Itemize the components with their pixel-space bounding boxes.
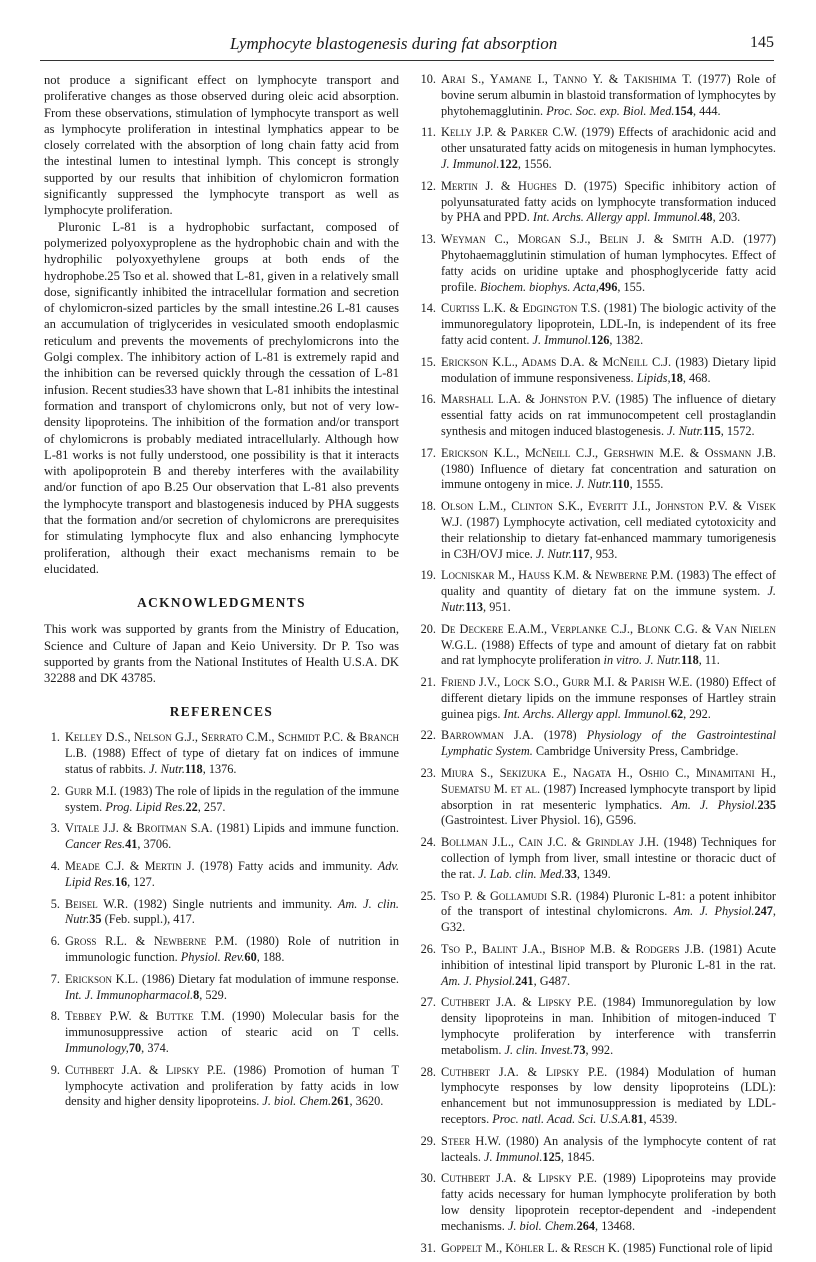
reference-item — [44, 934, 399, 966]
reference-volume: 70 — [128, 1040, 142, 1055]
reference-number: 10. — [420, 72, 436, 86]
reference-volume: 247 — [754, 904, 773, 919]
reference-volume: 261 — [331, 1094, 350, 1109]
reference-item — [44, 1063, 399, 1110]
reference-item — [44, 821, 399, 853]
reference-title: (1977) Phytohaemagglutinin stimulation of human lymphocytes. Effect of fatty acids on uridine uptake and phosphoglyceride fatty acid profile. — [441, 232, 777, 294]
reference-item — [44, 897, 399, 929]
reference-item — [420, 1134, 776, 1166]
reference-volume: 113 — [465, 599, 484, 614]
reference-journal: J. Nutr. — [535, 546, 572, 561]
reference-journal: J. Nutr. — [575, 477, 612, 492]
reference-number: 22. — [420, 728, 436, 743]
reference-title: (1980) Effect of different dietary lipids on the immune responses of Hartley strain guinea pigs. — [441, 675, 777, 721]
reference-journal: Int. Archs. Allergy appl. Immunol. — [503, 706, 671, 721]
reference-journal: J. Nutr. — [441, 584, 776, 614]
reference-journal: Immunology, — [65, 1040, 129, 1055]
reference-pages: (Gastrointest. Liver Physiol. 16), G596. — [441, 813, 637, 828]
references-heading: REFERENCES — [169, 704, 274, 720]
acknowledgments-heading: ACKNOWLEDGMENTS — [137, 595, 306, 611]
reference-volume: 110 — [611, 477, 630, 492]
references-list-left — [44, 730, 399, 1110]
reference-authors: Gurr M.I. — [65, 783, 117, 798]
reference-authors: Gross R.L. & Newberne P.M. — [65, 934, 238, 949]
reference-number: 12. — [420, 178, 436, 193]
reference-volume: 235 — [757, 797, 776, 812]
reference-authors: Meade C.J. & Mertin J. — [65, 858, 195, 873]
reference-pages: , 13468. — [595, 1218, 636, 1233]
acknowledgments-text: This work was supported by grants from the Ministry of Education, Science and Culture of Japan and Keio University. Dr P. Tso was supported by grants from the National Institutes of Health U.S.A. DK 32288 and DK 43785. — [44, 622, 399, 686]
reference-journal: Cancer Res. — [65, 837, 126, 852]
reference-authors: Beisel W.R. — [65, 896, 129, 911]
reference-number: 17. — [420, 445, 436, 460]
reference-item — [420, 72, 776, 119]
reference-item — [420, 766, 776, 829]
reference-item — [420, 889, 776, 936]
reference-title: (1989) Lipoproteins may provide fatty acids necessary for human lymphocyte proliferation by both low density lipoprotein receptor-dependent and -independent mechanisms. — [441, 1171, 776, 1233]
reference-title: (1980) An analysis of the lymphocyte content of rat lacteals. — [441, 1133, 776, 1164]
reference-pages: , 1845. — [560, 1149, 595, 1164]
reference-volume: 41 — [125, 837, 138, 852]
reference-authors: Olson L.M., Clinton S.K., Everitt J.I., Johnston P.V. & Visek W.J. — [441, 499, 776, 529]
running-header — [40, 34, 774, 61]
reference-pages: , 4539. — [643, 1112, 678, 1127]
reference-item — [420, 355, 776, 387]
reference-pages: , 3706. — [137, 837, 172, 852]
reference-item — [420, 1065, 776, 1128]
reference-number: 26. — [420, 942, 436, 957]
reference-title: (1986) Dietary fat modulation of immune response. — [138, 971, 399, 986]
reference-title: (1978) Fatty acids and immunity. — [194, 858, 378, 873]
reference-title: (1987) Increased lymphocyte transport by lipid absorption in rat mesenteric lymphatics. — [441, 781, 776, 812]
reference-authors: Tso P. & Gollamudi S.R. — [441, 888, 572, 903]
reference-title: (1988) Effect of type of dietary fat on indices of immune status of rabbits. — [65, 746, 399, 776]
reference-pages: (Feb. suppl.), 417. — [101, 912, 195, 927]
reference-pages: , 529. — [199, 987, 227, 1002]
reference-volume: 115 — [702, 423, 721, 438]
reference-authors: Steer H.W. — [441, 1133, 501, 1148]
reference-authors: Erickson K.L. — [65, 971, 139, 986]
reference-title: (1990) Molecular basis for the immunosuppressive action of stearic acid on T cells. — [65, 1009, 399, 1040]
reference-authors: Marshall L.A. & Johnston P.V. — [441, 392, 611, 407]
reference-pages: , 444. — [692, 103, 721, 118]
reference-pages: , 1555. — [629, 477, 664, 492]
reference-number: 23. — [420, 766, 436, 781]
reference-title: (1980) Influence of dietary fat concentration and saturation on immune ontogeny in mice. — [441, 461, 776, 492]
reference-number: 9. — [50, 1062, 60, 1077]
reference-journal: Physiology of the Gastrointestinal Lymphatic System. — [441, 728, 776, 759]
reference-title: (1984) Pluronic L-81: a potent inhibitor of the transport of intestinal chylomicrons. — [441, 888, 776, 919]
reference-item — [420, 392, 776, 439]
body-paragraph-2: Pluronic L-81 is a hydrophobic surfactant, composed of polymerized polyoxyproplene as the hydrophobic chain and with the hydrophilic polyoxyethylene groups at both ends of the hydrophobe.25 Tso et al. showed that L-81, given in a relatively small dose, significantly inhibited the intracellular formation and secretion of chylomicron-sized particles by the small intestine.26 L-81 causes an accumulation of triglycerides in vesiculated smooth endoplasmic reticulum and prevents the movements of prechylomicrons into the Golgi complex. The inhibitory action of L-81 is extremely rapid and the inhibition can be reversed quickly through the cessation of L-81 infusion. Recent studies33 have shown that L-81 inhibits the intestinal formation and transport of chylomicrons only, but not of very low-density lipoproteins. The inhibition of the formation and/or transport of chylomicrons is probably mediated intracellularly. Although how L-81 works is not fully understood, one possibility is that it interacts with apolipoprotein B and thereby interferes with the availability and/or function of apo B.25 Our observation that L-81 also prevents the lymphocyte transport and blastogenesis induced by PHA suggests that the formation and/or secretion of chylomicrons are prerequisites for stimulating lymphocyte flux and also enhancing lymphocyte proliferation, although their exact mechanisms remain to be elucidated. — [44, 219, 399, 576]
reference-volume: 154 — [674, 103, 693, 118]
reference-pages: , 1376. — [202, 761, 237, 776]
reference-pages: , 3620. — [349, 1094, 384, 1109]
reference-number: 7. — [50, 971, 60, 986]
reference-item — [44, 730, 399, 777]
reference-item — [420, 125, 776, 172]
left-column — [44, 72, 399, 1116]
reference-authors: Kelley D.S., Nelson G.J., Serrato C.M., Schmidt P.C. & Branch L.B. — [65, 730, 399, 761]
reference-authors: De Deckere E.A.M., Verplanke C.J., Blonk C.G. & Van Nielen W.G.L. — [441, 621, 776, 652]
reference-journal: in vitro. J. Nutr. — [603, 653, 681, 668]
reference-volume: 118 — [680, 653, 699, 668]
reference-item — [420, 568, 776, 615]
reference-pages: , 257. — [197, 799, 226, 814]
reference-pages: , 127. — [127, 874, 155, 889]
reference-volume: 62 — [670, 706, 684, 721]
reference-authors: Barrowman J.A. — [441, 728, 534, 743]
reference-number: 29. — [420, 1133, 436, 1148]
reference-number: 21. — [420, 675, 436, 690]
reference-title: (1983) Dietary lipid modulation of immune responsiveness. — [441, 354, 776, 385]
reference-journal: Proc. natl. Acad. Sci. U.S.A. — [492, 1112, 632, 1127]
reference-journal: Physiol. Rev. — [180, 949, 245, 964]
reference-journal: Prog. Lipid Res. — [105, 799, 186, 814]
reference-journal: Int. J. Immunopharmacol. — [65, 987, 194, 1002]
reference-journal: J. Immunol. — [441, 156, 500, 171]
reference-volume: 118 — [184, 761, 203, 776]
reference-number: 20. — [420, 621, 436, 636]
reference-journal: J. Immunol. — [484, 1149, 543, 1164]
reference-volume: 22 — [185, 799, 198, 814]
reference-authors: Goppelt M., Köhler L. & Resch K. — [441, 1240, 620, 1255]
reference-item — [420, 728, 776, 760]
reference-pages: , G32. — [441, 904, 776, 935]
reference-item — [420, 446, 776, 493]
reference-pages: , 11. — [698, 653, 720, 668]
body-paragraph-1: not produce a significant effect on lymphocyte transport and proliferative changes as those observed during oleic acid absorption. From these observations, stimulation of lymphocyte transport as well as lymphocyte proliferation in intestinal lymphatics appear to be closely correlated with the absorption of long chain fatty acid from the intestinal lumen to intestinal lymph. This concept is strongly supported by our results that inhibition of chylomicron formation significantly suppressed the lymphocyte transport as well as lymphocyte proliferation. — [44, 73, 399, 218]
reference-title: (1981) Acute inhibition of intestinal lipid transport by Pluronic L-81 in the rat. — [441, 942, 776, 972]
reference-number: 3. — [50, 821, 60, 836]
reference-volume: 8 — [193, 987, 200, 1002]
reference-authors: Cuthbert J.A. & Lipsky P.E. — [441, 1171, 597, 1186]
reference-title: (1982) Single nutrients and immunity. — [128, 896, 338, 911]
reference-title: (1986) Promotion of human T lymphocyte activation and proliferation by fatty acids in low density and higher density lipoproteins. — [65, 1062, 399, 1109]
reference-title: (1984) Modulation of human lymphocyte responses by low density lipoproteins (LDL): enhancement but not immunosuppression is mediated by LDL-receptors. — [441, 1064, 776, 1127]
reference-pages: , 468. — [682, 370, 711, 385]
reference-pages: , 188. — [256, 949, 285, 964]
reference-authors: Friend J.V., Lock S.O., Gurr M.I. & Parish W.E. — [441, 675, 693, 690]
reference-title: (1975) Specific inhibitory action of polyunsaturated fatty acids on lymphocyte transformation induced by PHA and PPD. — [441, 178, 776, 225]
reference-authors: Tebbey P.W. & Buttke T.M. — [65, 1009, 225, 1024]
reference-authors: Tso P., Balint J.A., Bishop M.B. & Rodgers J.B. — [441, 942, 705, 957]
reference-title: (1981) Lipids and immune function. — [212, 821, 399, 836]
reference-pages: , 953. — [589, 546, 618, 561]
reference-authors: Erickson K.L., Adams D.A. & McNeill C.J. — [441, 354, 672, 369]
reference-pages: , 292. — [683, 706, 711, 721]
reference-authors: Kelly J.P. & Parker C.W. — [441, 125, 578, 140]
running-title: Lymphocyte blastogenesis during fat absorption — [230, 34, 558, 53]
reference-title: (1988) Effects of type and amount of dietary fat on rabbit and rat lymphocyte proliferation — [441, 637, 776, 668]
reference-volume: 81 — [631, 1112, 644, 1127]
reference-authors: Vitale J.J. & Broitman S.A. — [65, 821, 213, 836]
reference-number: 8. — [50, 1009, 60, 1024]
reference-item — [420, 1241, 776, 1257]
reference-pages: Cambridge University Press, Cambridge. — [532, 744, 739, 759]
reference-pages: , G487. — [533, 973, 571, 988]
reference-item — [420, 835, 776, 882]
reference-volume: 33 — [564, 866, 577, 881]
reference-item — [44, 972, 399, 1004]
reference-volume: 35 — [89, 912, 102, 927]
reference-title: (1983) The effect of quality and quantity of dietary fat on the immune system. — [441, 568, 776, 599]
reference-journal: J. Nutr. — [149, 761, 185, 776]
reference-journal: J. Immunol. — [532, 332, 591, 347]
reference-journal: Biochem. biophys. Acta, — [479, 279, 599, 294]
reference-journal: Am. J. Physiol. — [671, 797, 758, 812]
reference-volume: 125 — [542, 1149, 561, 1164]
reference-title: (1980) Role of nutrition in immunologic function. — [65, 934, 399, 964]
reference-item — [44, 859, 399, 891]
reference-journal: Int. Archs. Allergy appl. Immunol. — [532, 210, 701, 225]
reference-authors: Locniskar M., Hauss K.M. & Newberne P.M. — [441, 568, 674, 583]
reference-journal: Am. J. clin. Nutr. — [65, 896, 399, 927]
references-list-right — [420, 72, 776, 1256]
reference-volume: 126 — [590, 332, 610, 347]
reference-number: 31. — [420, 1240, 436, 1255]
reference-number: 28. — [420, 1064, 436, 1079]
reference-journal: J. Nutr. — [667, 423, 703, 438]
reference-journal: J. biol. Chem. — [262, 1094, 332, 1109]
reference-title: (1985) The influence of dietary essential fatty acids on rat immunocompetent cell prostaglandin synthesis and mitogen induced blastogenesis. — [441, 392, 776, 438]
reference-item — [420, 179, 776, 226]
reference-number: 5. — [50, 896, 60, 911]
reference-number: 25. — [420, 888, 436, 903]
reference-title: (1987) Lymphocyte activation, cell mediated cytotoxicity and their relationship to dietary fat-enhanced mammary tumorigenesis in C3H/OVJ mice. — [441, 514, 776, 561]
reference-number: 24. — [420, 835, 436, 850]
reference-authors: Arai S., Yamane I., Tanno Y. & Takishima T. — [441, 72, 692, 86]
reference-pages: , 1572. — [720, 423, 755, 438]
reference-journal: Am. J. Physiol. — [441, 973, 516, 988]
reference-journal: Proc. Soc. exp. Biol. Med. — [546, 103, 675, 118]
right-column — [420, 72, 776, 1262]
reference-item — [420, 675, 776, 722]
reference-volume: 48 — [700, 210, 713, 225]
reference-title: (1978) — [533, 728, 587, 743]
reference-number: 4. — [50, 858, 60, 873]
reference-authors: Mertin J. & Hughes D. — [441, 178, 577, 193]
reference-number: 2. — [50, 783, 60, 798]
reference-authors: Curtiss L.K. & Edgington T.S. — [441, 301, 601, 316]
reference-pages: , 374. — [141, 1040, 169, 1055]
reference-pages: , 951. — [483, 599, 511, 614]
reference-item — [420, 232, 776, 295]
page-number: 145 — [750, 34, 774, 51]
reference-title: (1983) The role of lipids in the regulation of the immune system. — [65, 783, 399, 814]
reference-volume: 496 — [598, 279, 618, 294]
reference-item — [420, 499, 776, 562]
reference-authors: Cuthbert J.A. & Lipsky P.E. — [441, 1064, 608, 1079]
reference-item — [44, 784, 399, 816]
reference-number: 14. — [420, 301, 436, 316]
reference-authors: Erickson K.L., McNeill C.J., Gershwin M.E. & Ossmann J.B. — [441, 445, 776, 460]
reference-volume: 117 — [571, 546, 590, 561]
reference-authors: Cuthbert J.A. & Lipsky P.E. — [65, 1062, 227, 1077]
reference-volume: 122 — [499, 156, 518, 171]
reference-authors: Bollman J.L., Cain J.C. & Grindlay J.H. — [441, 835, 659, 850]
reference-authors: Weyman C., Morgan S.J., Belin J. & Smith A.D. — [441, 232, 735, 247]
reference-journal: Am. J. Physiol. — [673, 904, 755, 919]
reference-volume: 241 — [515, 973, 534, 988]
reference-item — [420, 301, 776, 348]
reference-title: (1948) Techniques for collection of lymph from liver, small intestine or thoracic duct of the rat. — [441, 835, 776, 881]
reference-pages: , 1556. — [517, 156, 552, 171]
reference-volume: 73 — [573, 1042, 586, 1057]
reference-number: 15. — [420, 354, 436, 369]
reference-volume: 16 — [114, 874, 128, 889]
reference-journal: J. Lab. clin. Med. — [478, 866, 565, 881]
reference-pages: , 203. — [712, 210, 741, 225]
reference-pages: , 155. — [617, 279, 646, 294]
reference-volume: 264 — [576, 1218, 596, 1233]
reference-title: (1985) Functional role of lipid — [619, 1240, 773, 1255]
reference-authors: Miura S., Sekizuka E., Nagata H., Oshio C., Minamitani H., Suematsu M. et al. — [441, 766, 776, 796]
reference-number: 6. — [50, 934, 60, 949]
reference-number: 16. — [420, 392, 436, 407]
reference-journal: J. biol. Chem. — [507, 1218, 577, 1233]
reference-item — [420, 995, 776, 1058]
reference-authors: Cuthbert J.A. & Lipsky P.E. — [441, 995, 597, 1010]
reference-number: 30. — [420, 1171, 436, 1186]
reference-journal: Lipids, — [636, 370, 671, 385]
reference-journal: Adv. Lipid Res. — [65, 858, 399, 889]
reference-number: 18. — [420, 499, 436, 514]
reference-number: 11. — [421, 125, 436, 140]
reference-item — [44, 1009, 399, 1056]
reference-number: 27. — [420, 995, 436, 1010]
reference-number: 1. — [50, 730, 60, 745]
reference-volume: 18 — [670, 370, 683, 385]
reference-pages: , 1382. — [609, 332, 644, 347]
reference-number: 19. — [420, 568, 436, 583]
reference-pages: , 992. — [585, 1042, 614, 1057]
reference-number: 13. — [420, 232, 436, 247]
reference-title: (1984) Immunoregulation by low density lipoproteins in man. Inhibition of mitogen-induced T lymphocyte proliferation by interference with transferrin metabolism. — [441, 995, 776, 1057]
reference-title: (1981) The biologic activity of the immunoregulatory lipoprotein, LDL-In, is independent of its free fatty acid content. — [441, 301, 776, 347]
reference-title: (1979) Effects of arachidonic acid and other unsaturated fatty acids on mitogenesis in human lymphocytes. — [441, 125, 776, 156]
reference-volume: 60 — [244, 949, 257, 964]
reference-item — [420, 942, 776, 989]
reference-item — [420, 622, 776, 669]
reference-pages: , 1349. — [576, 866, 611, 881]
reference-journal: J. clin. Invest. — [504, 1042, 574, 1057]
reference-title: (1977) Role of bovine serum albumin in blastoid transformation of lymphocytes by phytohemagglutinin. — [441, 72, 776, 118]
reference-item — [420, 1171, 776, 1234]
